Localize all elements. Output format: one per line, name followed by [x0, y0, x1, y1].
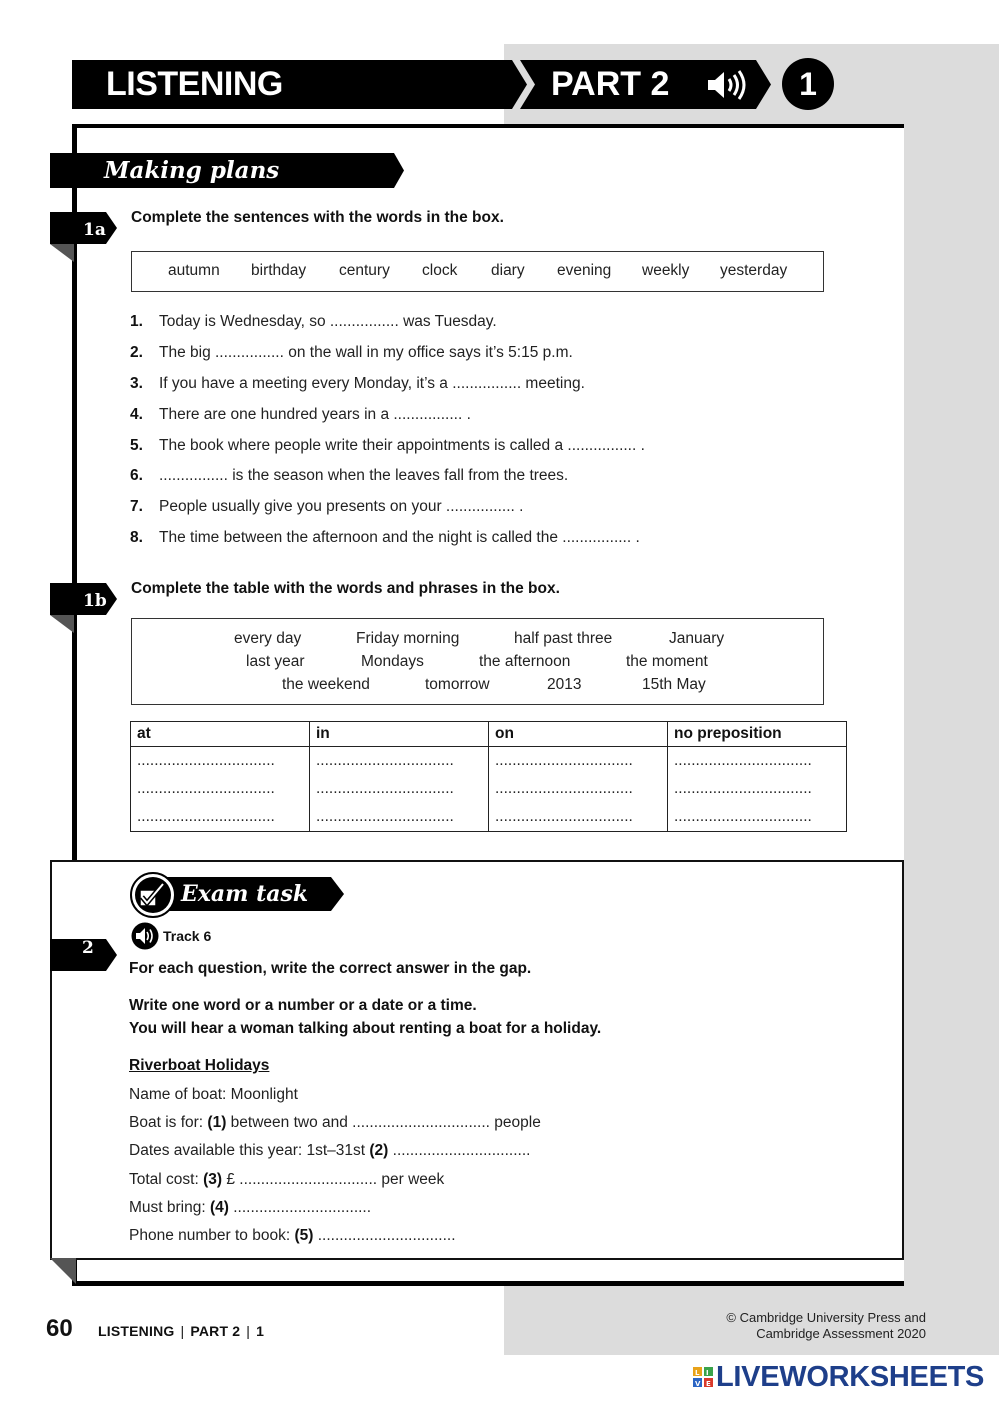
sentence-number: 4.: [130, 406, 143, 423]
card-top-border: [72, 124, 904, 128]
sentence-1: [130, 313, 497, 331]
table-header-row: [131, 722, 847, 747]
footer-separator: |: [246, 1323, 251, 1339]
header-part: PART 2: [551, 65, 670, 103]
liveworksheets-logo-icon: [692, 1361, 716, 1393]
word-box-item: the moment: [626, 653, 708, 670]
exercise-tag-1b: 1b: [83, 591, 107, 611]
word-box-item: clock: [422, 262, 458, 279]
word-box-item: weekly: [642, 262, 690, 279]
answer-gap[interactable]: ................................: [228, 1199, 372, 1216]
task-line-prefix: Boat is for:: [129, 1114, 208, 1131]
preposition-table: [130, 721, 847, 832]
answer-cell[interactable]: [489, 747, 668, 832]
footer-listening: LISTENING: [98, 1323, 175, 1339]
sentence-8: [130, 529, 640, 547]
sentence-2: [130, 344, 573, 362]
sentence-text: The big ................ on the wall in my office says it’s 5:15 p.m.: [159, 344, 573, 361]
copyright-line-1: © Cambridge University Press and: [726, 1310, 926, 1325]
task-line-prefix: Must bring:: [129, 1199, 210, 1216]
answer-cell[interactable]: [131, 747, 310, 832]
question-number: (1): [207, 1114, 227, 1131]
task-line-q2: [129, 1142, 530, 1160]
svg-text:V: V: [695, 1380, 701, 1388]
word-box-item: Mondays: [361, 653, 424, 670]
exam-instruction-1: For each question, write the correct answer in the gap.: [129, 960, 532, 977]
table-header-at: at: [131, 722, 310, 747]
sentence-number: 3.: [130, 375, 143, 392]
sentence-6: [130, 467, 568, 485]
exam-task-title: Exam task: [181, 881, 309, 907]
footer-label: [98, 1323, 264, 1339]
sentence-number: 7.: [130, 498, 143, 515]
sentence-4: [130, 406, 471, 424]
answer-blank[interactable]: ................................: [316, 752, 454, 769]
task-line-prefix: Dates available this year: 1st–31st: [129, 1142, 370, 1159]
word-box-item: century: [339, 262, 390, 279]
word-box-item: diary: [491, 262, 525, 279]
answer-gap[interactable]: £ ................................ per week: [222, 1171, 445, 1188]
sentence-text: Today is Wednesday, so ................ was Tuesday.: [159, 313, 497, 330]
task-line-q5: [129, 1227, 456, 1245]
checkbox-tick-icon: [130, 872, 176, 918]
table-row: [131, 747, 847, 832]
answer-blank[interactable]: ................................: [137, 780, 275, 797]
task-line-prefix: Total cost:: [129, 1171, 204, 1188]
task-line-q3: [129, 1171, 444, 1189]
question-number: (5): [294, 1227, 314, 1244]
answer-gap[interactable]: between two and ................................ people: [226, 1114, 541, 1131]
sentence-number: 1.: [130, 313, 143, 330]
answer-blank[interactable]: ................................: [674, 780, 812, 797]
question-number: (2): [369, 1142, 389, 1159]
exam-instruction-3: You will hear a woman talking about renting a boat for a holiday.: [129, 1020, 602, 1037]
task-line-q1: [129, 1114, 541, 1132]
word-box-item: tomorrow: [425, 676, 490, 693]
sentence-text: If you have a meeting every Monday, it’s a ................ meeting.: [159, 375, 585, 392]
sentence-text: The time between the afternoon and the night is called the ................ .: [159, 529, 640, 546]
card-bottom-border: [72, 1281, 904, 1286]
footer-separator: |: [180, 1323, 185, 1339]
task-line-boat-name: Name of boat: Moonlight: [129, 1086, 298, 1103]
task-heading: Riverboat Holidays: [129, 1057, 270, 1074]
header-number-badge: 1: [782, 58, 834, 110]
answer-blank[interactable]: ................................: [674, 752, 812, 769]
sentence-number: 5.: [130, 437, 143, 454]
footer-part: PART 2: [190, 1323, 241, 1339]
answer-cell[interactable]: [310, 747, 489, 832]
copyright: [726, 1310, 926, 1342]
page-number: 60: [46, 1315, 73, 1342]
word-box-item: yesterday: [720, 262, 788, 279]
word-box-item: 2013: [547, 676, 582, 693]
word-box-item: the afternoon: [479, 653, 571, 670]
svg-text:L: L: [695, 1369, 700, 1377]
sentence-5: [130, 437, 645, 455]
answer-blank[interactable]: ................................: [495, 780, 633, 797]
question-number: (4): [209, 1199, 229, 1216]
sentence-3: [130, 375, 585, 393]
sentence-7: [130, 498, 523, 516]
answer-blank[interactable]: ................................: [137, 752, 275, 769]
sentence-text: The book where people write their appointments is called a ................ .: [159, 437, 645, 454]
sentence-text: People usually give you presents on your ................ .: [159, 498, 524, 515]
speaker-icon: [706, 70, 748, 100]
svg-text:E: E: [706, 1380, 711, 1388]
question-number: (3): [203, 1171, 223, 1188]
exercise-1b-instruction: Complete the table with the words and phrases in the box.: [131, 580, 560, 597]
track-label: Track 6: [163, 928, 212, 944]
word-box-item: autumn: [168, 262, 220, 279]
sentence-number: 6.: [130, 467, 143, 484]
word-box-item: January: [669, 630, 725, 647]
sentence-number: 2.: [130, 344, 143, 361]
task-line-q4: [129, 1199, 371, 1217]
answer-blank[interactable]: ................................: [316, 780, 454, 797]
answer-blank[interactable]: ................................: [316, 808, 454, 825]
footer-num: 1: [256, 1323, 265, 1339]
exercise-tag-2: 2: [82, 938, 94, 958]
answer-gap[interactable]: ................................: [388, 1142, 531, 1159]
section-title: Making plans: [104, 157, 280, 184]
answer-gap[interactable]: ................................: [313, 1227, 456, 1244]
exam-instruction-2: Write one word or a number or a date or a time.: [129, 997, 477, 1014]
sentence-text: ................ is the season when the leaves fall from the trees.: [159, 467, 569, 484]
word-box-item: half past three: [514, 630, 613, 647]
word-box-item: the weekend: [282, 676, 370, 693]
word-box-item: birthday: [251, 262, 307, 279]
word-box-item: 15th May: [642, 676, 706, 693]
table-header-on: on: [489, 722, 668, 747]
audio-track-icon[interactable]: [131, 922, 159, 950]
table-header-no-preposition: no preposition: [668, 722, 847, 747]
word-box-item: last year: [246, 653, 305, 670]
header-title: LISTENING: [106, 65, 283, 103]
answer-blank[interactable]: ................................: [137, 808, 275, 825]
liveworksheets-brand[interactable]: LIVEWORKSHEETS: [716, 1361, 985, 1393]
word-box-item: evening: [557, 262, 612, 279]
exam-box-shadow: [50, 1258, 76, 1284]
task-line-prefix: Phone number to book:: [129, 1227, 295, 1244]
answer-blank[interactable]: ................................: [495, 808, 633, 825]
sentence-text: There are one hundred years in a ................ .: [159, 406, 471, 423]
table-header-in: in: [310, 722, 489, 747]
word-box-item: Friday morning: [356, 630, 460, 647]
answer-cell[interactable]: [668, 747, 847, 832]
exercise-1a-instruction: Complete the sentences with the words in the box.: [131, 209, 504, 226]
exercise-tag-1a: 1a: [83, 220, 106, 240]
word-box-item: every day: [234, 630, 302, 647]
svg-text:I: I: [706, 1369, 709, 1377]
sentence-number: 8.: [130, 529, 143, 546]
answer-blank[interactable]: ................................: [495, 752, 633, 769]
answer-blank[interactable]: ................................: [674, 808, 812, 825]
copyright-line-2: Cambridge Assessment 2020: [756, 1326, 926, 1341]
